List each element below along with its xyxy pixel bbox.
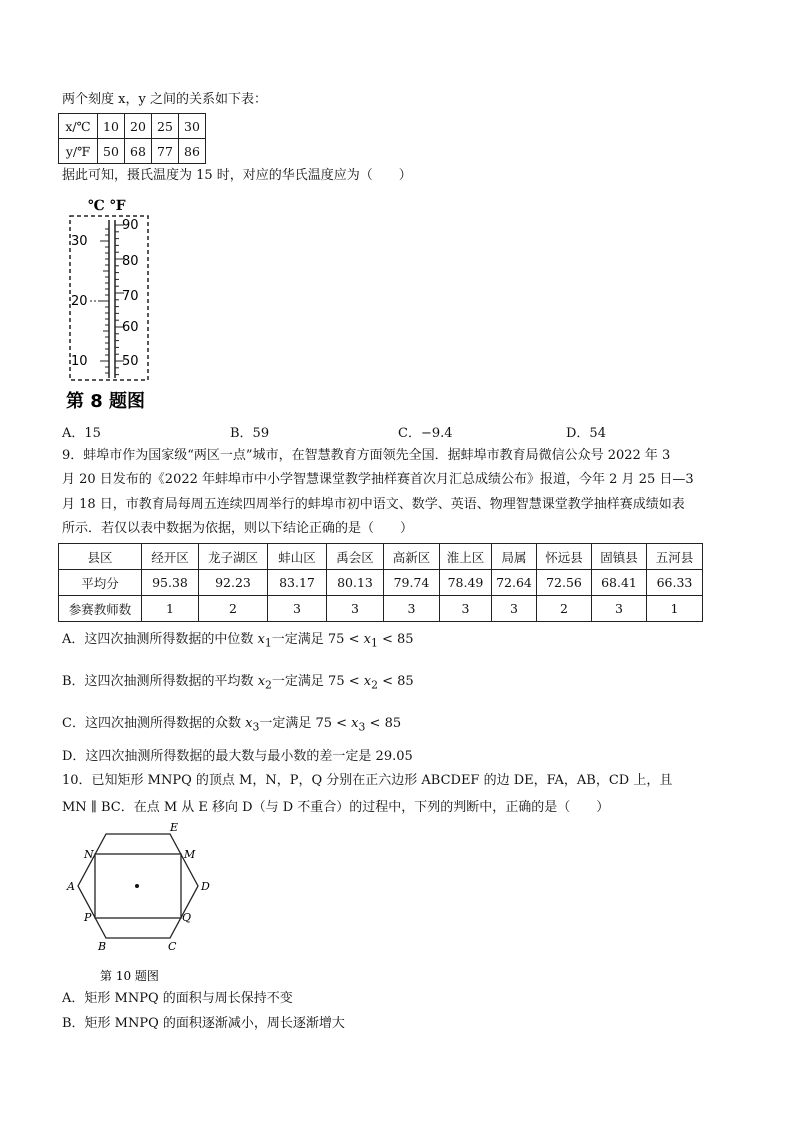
fahrenheit-tick-label: 70 [122,289,139,304]
table-cell: 固镇县 [592,544,647,570]
table-cell: 五河县 [647,544,703,570]
center-point [135,884,139,888]
table-cell: 3 [492,596,537,622]
table-cell: 3 [440,596,492,622]
table-cell: 龙子湖区 [199,544,268,570]
table-cell: 20 [125,114,152,139]
table-cell: 高新区 [384,544,440,570]
table-cell: 经开区 [142,544,199,570]
table-cell: 95.38 [142,570,199,596]
subscript: 3 [252,720,260,734]
celsius-tick-label: 30 [71,234,88,249]
q9-option-c[interactable] [62,715,401,737]
table-cell: 30 [179,114,206,139]
variable: x [351,716,359,731]
figure-caption: 第 10 题图 [100,969,159,983]
table-row [59,139,206,164]
option-text: 一定满足 75 < [271,674,364,689]
q9-score-table [58,543,703,622]
table-cell: 83.17 [268,570,327,596]
celsius-unit: ℃ [88,198,105,214]
table-cell: 县区 [59,544,142,570]
q10-option-b[interactable]: B．矩形 MNPQ 的面积逐渐减小，周长逐渐增大 [62,1016,345,1031]
table-cell: 局属 [492,544,537,570]
variable: x [363,632,371,647]
variable: x [257,674,266,689]
variable: x [363,674,372,689]
q9-option-b[interactable] [62,673,414,695]
option-text: B．这四次抽测所得数据的平均数 [62,674,258,689]
table-row [59,570,703,596]
q9-option-a[interactable] [62,631,414,653]
vertex-label-m: M [184,848,196,861]
fahrenheit-unit: ℉ [110,198,126,214]
table-cell: 3 [268,596,327,622]
table-cell: 25 [152,114,179,139]
q8-option-c[interactable]: C．−9.4 [398,426,453,441]
q9-stem-line: 所示．若仅以表中数据为依据，则以下结论正确的是（ ） [62,521,414,536]
table-cell: 3 [592,596,647,622]
table-cell: 怀远县 [537,544,592,570]
q9-option-d[interactable]: D．这四次抽测所得数据的最大数与最小数的差一定是 29.05 [62,749,413,764]
table-cell: 3 [384,596,440,622]
table-cell: 禹会区 [327,544,384,570]
option-text: < 85 [365,716,402,731]
table-cell: 80.13 [327,570,384,596]
option-text: 一定满足 75 < [271,632,364,647]
table-cell: 1 [142,596,199,622]
q9-stem-line: 月 20 日发布的《2022 年蚌埠市中小学智慧课堂教学抽样赛首次月汇总成绩公布》报道，今年 2 月 25 日—3 [62,472,694,487]
q9-stem-line: 月 18 日，市教育局每周五连续四周举行的蚌埠市初中语文、数学、英语、物理智慧课堂教学抽样赛成绩如表 [62,497,685,512]
table-cell: 86 [179,139,206,164]
q8-intro: 两个刻度 x，y 之间的关系如下表： [62,92,267,107]
table-cell: 10 [98,114,125,139]
q8-option-a[interactable]: A．15 [62,426,101,441]
q8-data-table [58,113,206,164]
table-cell: 50 [98,139,125,164]
table-cell: 92.23 [199,570,268,596]
fahrenheit-tick-label: 50 [122,354,139,369]
figure-caption: 第 8 题图 [66,391,146,412]
table-cell: 淮上区 [440,544,492,570]
table-cell: 蚌山区 [268,544,327,570]
table-cell: x/℃ [59,114,98,139]
hexagon-figure [62,818,222,988]
option-text: < 85 [378,674,414,689]
q8-option-b[interactable]: B．59 [230,426,270,441]
fahrenheit-tick-label: 60 [122,320,139,335]
subscript: 2 [371,678,378,692]
vertex-label-e: E [170,821,179,834]
table-cell: 68.41 [592,570,647,596]
table-cell: 77 [152,139,179,164]
table-cell: 68 [125,139,152,164]
fahrenheit-tick-label: 80 [122,254,139,269]
table-cell: 参赛教师数 [59,596,142,622]
subscript: 1 [370,636,378,650]
vertex-label-n: N [84,848,94,861]
table-cell: 1 [647,596,703,622]
table-cell: 66.33 [647,570,703,596]
celsius-tick-label: 10 [71,354,88,369]
q8-option-d[interactable]: D．54 [566,426,606,441]
table-cell: 78.49 [440,570,492,596]
table-cell: 79.74 [384,570,440,596]
table-row [59,544,703,570]
variable: x [245,716,253,731]
option-text: 一定满足 75 < [259,716,352,731]
table-cell: 2 [537,596,592,622]
option-text: A．这四次抽测所得数据的中位数 [62,632,258,647]
table-cell: 平均分 [59,570,142,596]
vertex-label-a: A [67,880,75,893]
q10-option-a[interactable]: A．矩形 MNPQ 的面积与周长保持不变 [62,991,293,1006]
table-cell: y/℉ [59,139,98,164]
q10-stem-line: MN ∥ BC．在点 M 从 E 移向 D（与 D 不重合）的过程中，下列的判断中，正确的是（ ） [62,800,610,815]
option-text: C．这四次抽测所得数据的众数 [62,716,246,731]
table-cell: 72.56 [537,570,592,596]
subscript: 3 [358,720,366,734]
thermometer-figure [60,190,170,418]
subscript: 2 [265,678,272,692]
vertex-label-p: P [84,911,92,924]
fahrenheit-tick-label: 90 [122,218,139,233]
vertex-label-b: B [98,940,107,953]
vertex-label-q: Q [182,911,192,924]
celsius-tick-label: 20 [71,294,88,309]
table-row [59,114,206,139]
q10-stem-line: 10．已知矩形 MNPQ 的顶点 M，N，P，Q 分别在正六边形 ABCDEF 的边 DE，FA，AB，CD 上，且 [62,773,673,788]
option-text: < 85 [377,632,414,647]
vertex-label-c: C [168,940,177,953]
table-cell: 2 [199,596,268,622]
vertex-label-d: D [201,880,210,893]
table-cell: 3 [327,596,384,622]
q9-stem-line: 9．蚌埠市作为国家级“两区一点”城市，在智慧教育方面领先全国．据蚌埠市教育局微信公众号 2022 年 3 [62,448,671,463]
subscript: 1 [264,636,272,650]
q8-question: 据此可知，摄氏温度为 15 时，对应的华氏温度应为（ ） [62,168,412,183]
variable: x [257,632,265,647]
table-cell: 72.64 [492,570,537,596]
table-row [59,596,703,622]
